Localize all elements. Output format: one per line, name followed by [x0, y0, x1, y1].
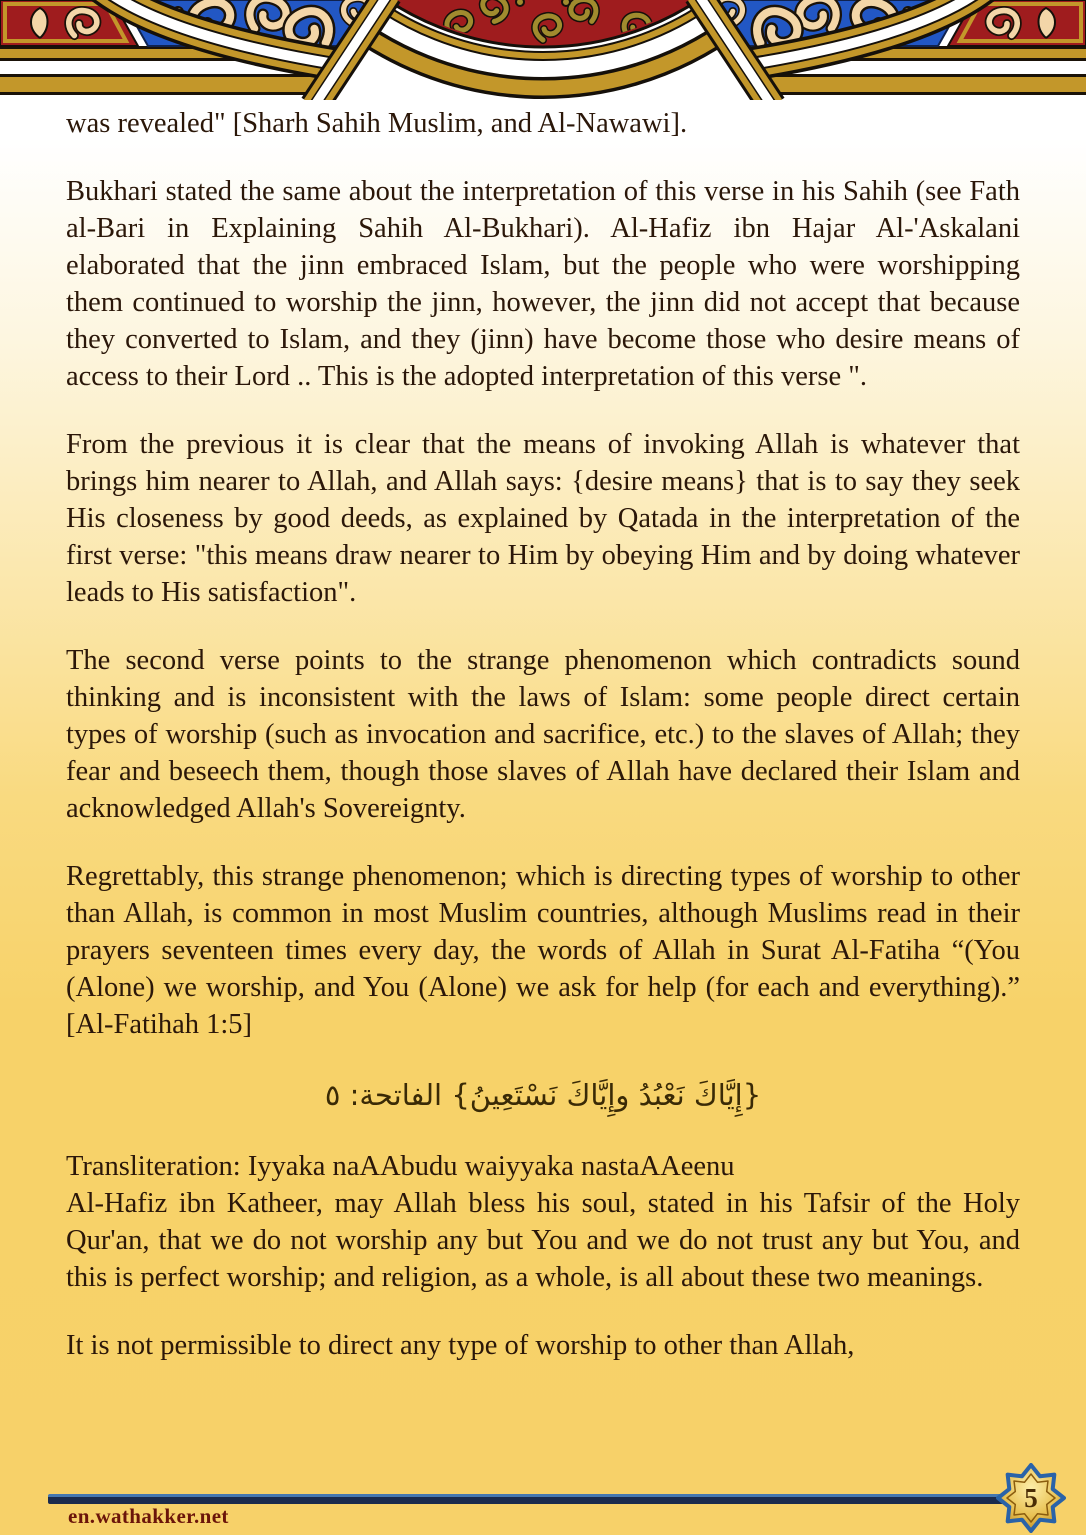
- arabic-verse: {إِيَّاكَ نَعْبُدُ وإِيَّاكَ نَسْتَعِينُ} الفاتحة: ٥: [324, 1078, 762, 1112]
- body-paragraph-1: was revealed" [Sharh Sahih Muslim, and Al-Nawawi].: [66, 108, 688, 139]
- ornamental-header-band: [0, 0, 1086, 100]
- page-number: 5: [1024, 1483, 1038, 1513]
- body-paragraph-7: Al-Hafiz ibn Katheer, may Allah bless his soul, stated in his Tafsir of the Holy Qur'an, that we do not worship any but You and we do not trust any but You, and this is perfect worship; and religion, as a whole, is all about these two meanings.: [66, 1188, 1020, 1293]
- site-url: en.wathakker.net: [68, 1504, 229, 1528]
- body-paragraph-5: Regrettably, this strange phenomenon; which is directing types of worship to other than Allah, is common in most Muslim countries, although Muslims read in their prayers seventeen times every day, the words of Allah in Surat Al-Fatiha “(You (Alone) we worship, and You (Alone) we ask for help (for each and everything).” [Al-Fatihah 1:5]: [66, 861, 1020, 1040]
- body-paragraph-8: It is not permissible to direct any type of worship to other than Allah,: [66, 1330, 855, 1361]
- page-body: [0, 100, 1086, 1364]
- body-paragraph-4: The second verse points to the strange phenomenon which contradicts sound thinking and is inconsistent with the laws of Islam: some people direct certain types of worship (such as invocation and sacrifice, etc.) to the slaves of Allah; they fear and beseech them, though those slaves of Allah have declared their Islam and acknowledged Allah's Sovereignty.: [66, 645, 1020, 824]
- body-paragraph-2: Bukhari stated the same about the interpretation of this verse in his Sahih (see Fath al-Bari in Explaining Sahih Al-Bukhari). Al-Hafiz ibn Hajar Al-'Askalani elaborated that the jinn embraced Islam, but the people who were worshipping them continued to worship the jinn, however, the jinn did not accept that because they converted to Islam, and they (jinn) have become those who desire means of access to their Lord .. This is the adopted interpretation of this verse ".: [66, 176, 1020, 392]
- transliteration-line: Transliteration: Iyyaka naAAbudu waiyyaka nastaAAeenu: [66, 1151, 735, 1182]
- page-number-badge: [996, 1463, 1066, 1533]
- body-paragraph-3: From the previous it is clear that the means of invoking Allah is whatever that brings him nearer to Allah, and Allah says: {desire means} that is to say they seek His closeness by good deeds, as explained by Qatada in the interpretation of the first verse: "this means draw nearer to Him by obeying Him and by doing whatever leads to His satisfaction".: [66, 429, 1020, 608]
- footer-rule: [48, 1494, 1006, 1504]
